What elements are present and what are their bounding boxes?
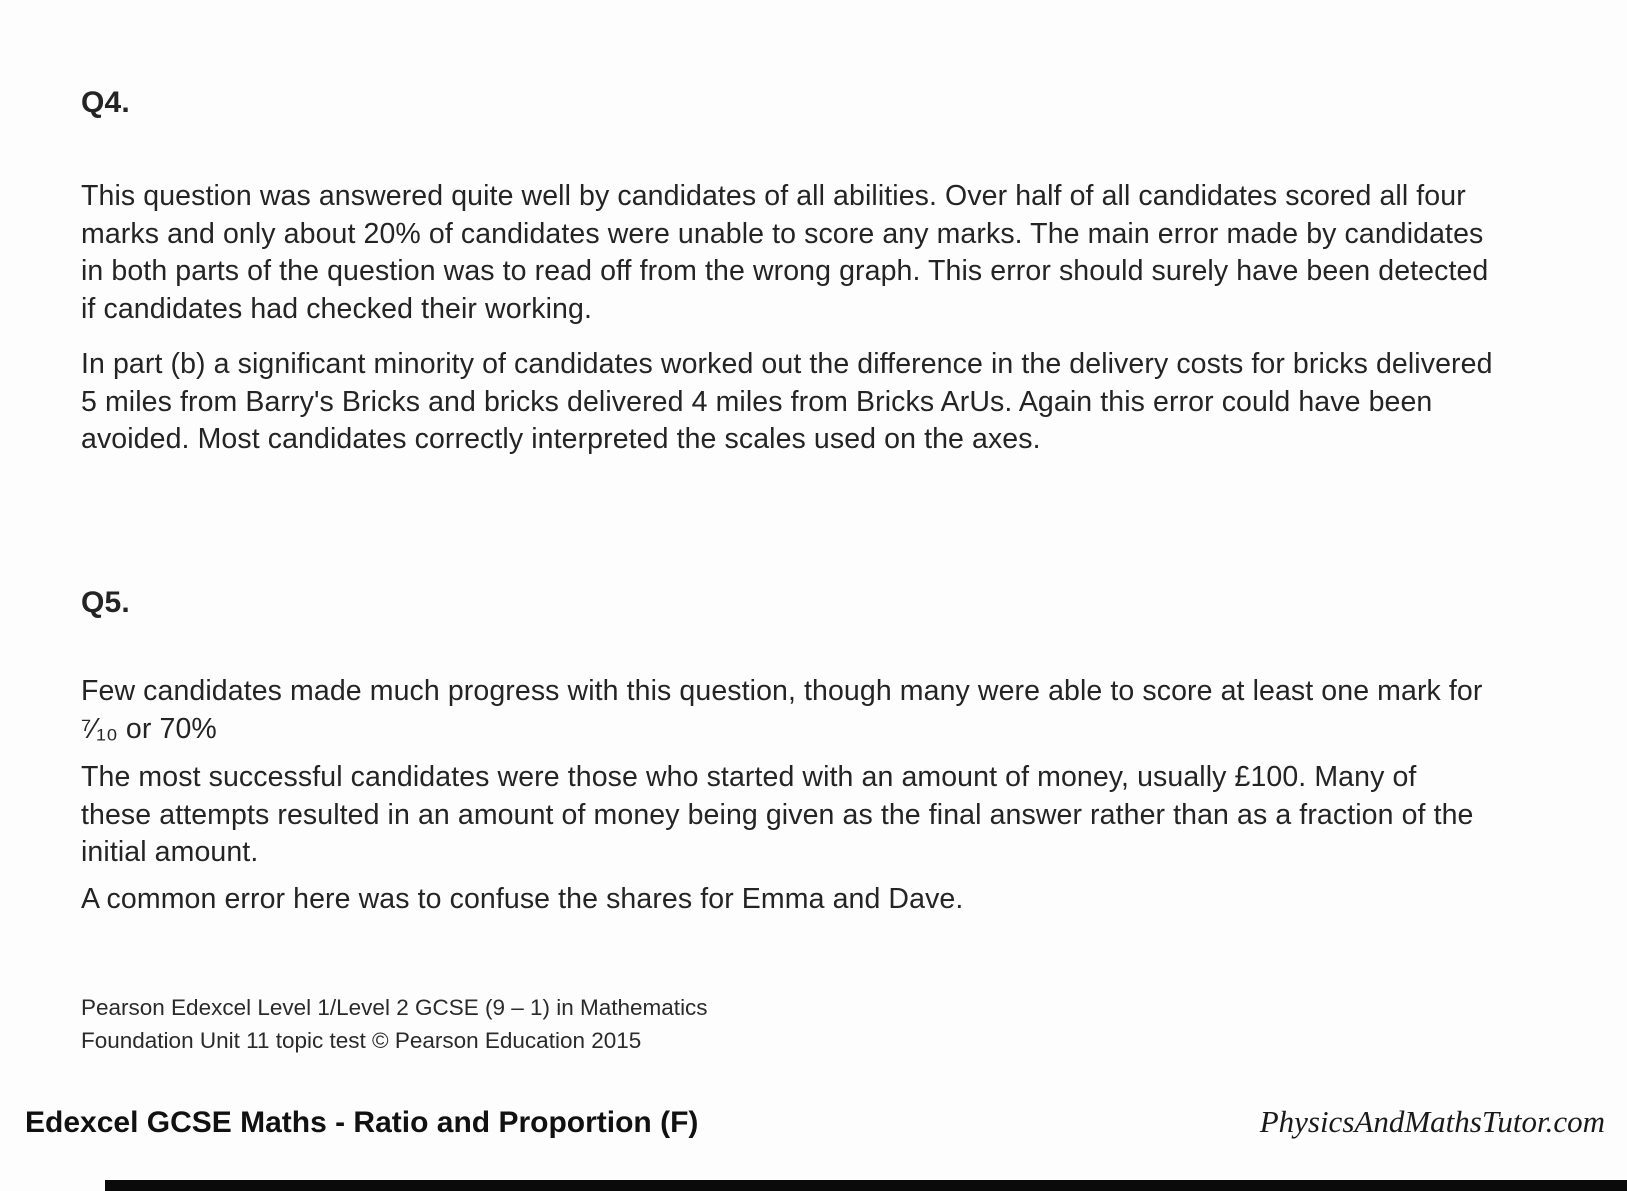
q5-paragraph-1: Few candidates made much progress with this question, though many were able to score at least one mark for ⁷⁄₁₀ or 70% xyxy=(81,675,1483,745)
q5-paragraph-2: The most successful candidates were those who started with an amount of money, usually £100. Many of these attempts resulted in an amount of money being given as the final answer rather than as a fraction of the initial amount. xyxy=(81,761,1474,868)
attribution-line-2: Foundation Unit 11 topic test © Pearson Education 2015 xyxy=(81,1028,642,1053)
q4-paragraph-1: This question was answered quite well by candidates of all abilities. Over half of all candidates scored all four marks and only about 20% of candidates were unable to score any marks. The main error made by candidates in both parts of the question was to read off from the wrong graph. This error should surely have been detected if candidates had checked their working. xyxy=(81,180,1489,325)
pmt-watermark: PhysicsAndMathsTutor.com xyxy=(1259,1104,1605,1139)
question-5-heading: Q5. xyxy=(81,586,130,619)
attribution-block xyxy=(81,991,1493,1057)
footer-document-title: Edexcel GCSE Maths - Ratio and Proportion (F) xyxy=(25,1106,699,1139)
question-4-heading: Q4. xyxy=(81,86,130,119)
q4-paragraph-2: In part (b) a significant minority of candidates worked out the difference in the delivery costs for bricks delivered 5 miles from Barry's Bricks and bricks delivered 4 miles from Bricks ArUs. Again this error could have been avoided. Most candidates correctly interpreted the scales used on the axes. xyxy=(81,348,1493,455)
attribution-line-1: Pearson Edexcel Level 1/Level 2 GCSE (9 – 1) in Mathematics xyxy=(81,995,708,1020)
page-edge-bar xyxy=(105,1180,1627,1191)
q5-paragraph-3: A common error here was to confuse the shares for Emma and Dave. xyxy=(81,883,964,915)
